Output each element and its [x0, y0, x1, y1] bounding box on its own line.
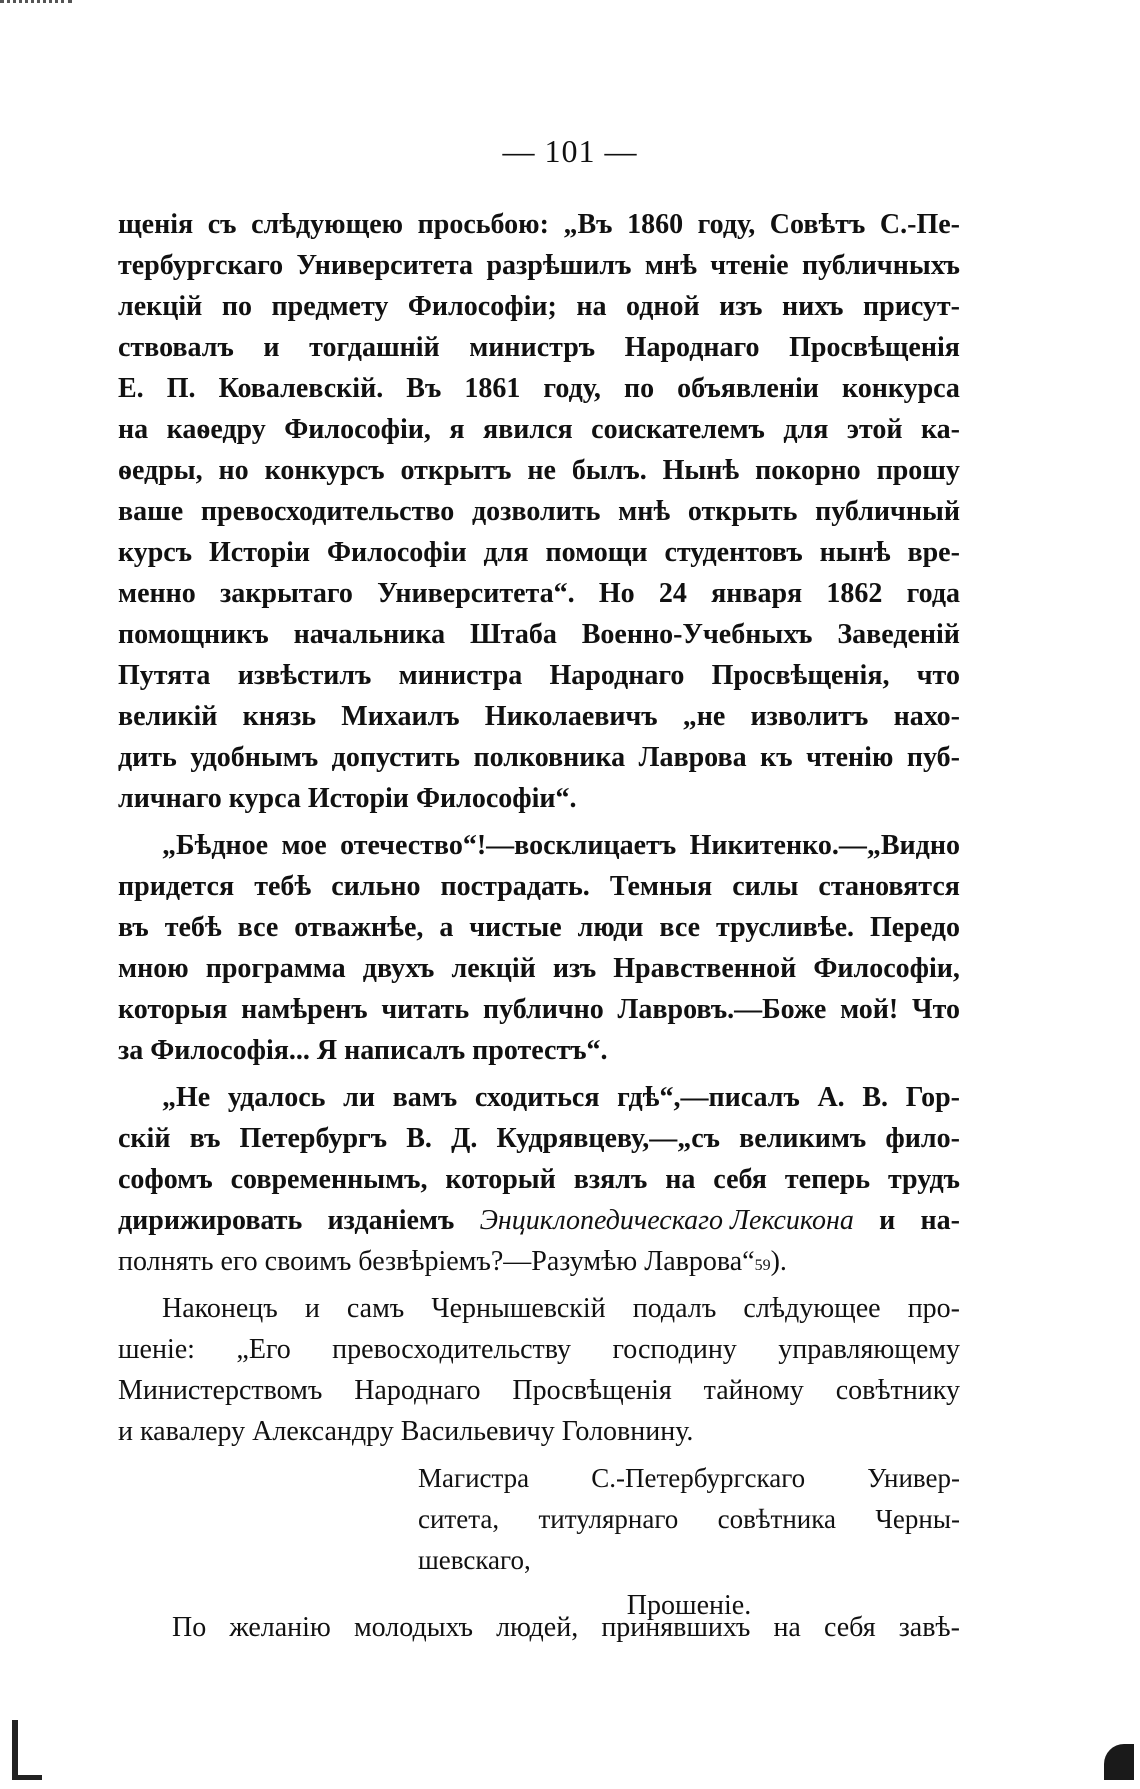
text-line: скій въ Петербургъ В. Д. Кудрявцеву,—„съ великимъ фило-	[118, 1123, 960, 1154]
scan-margin-mark-top	[0, 0, 72, 9]
text-line: „Бѣдное мое отечество“!—восклицаетъ Никитенко.—„Видно	[162, 830, 960, 861]
text-line: великій князь Михаилъ Николаевичъ „не изволитъ нахо-	[118, 701, 960, 732]
text-line: мною программа двухъ лекцій изъ Нравственной Философіи,	[118, 953, 960, 984]
signature-line: шевскаго,	[418, 1545, 531, 1575]
text-line: Путята извѣстилъ министра Народнаго Просвѣщенія, что	[118, 660, 960, 691]
page-number: — 101 —	[502, 133, 638, 169]
text-line: помощникъ начальника Штаба Военно-Учебныхъ Заведеній	[118, 619, 960, 650]
scan-margin-mark-bottom-right	[1104, 1744, 1134, 1780]
text-line: Министерствомъ Народнаго Просвѣщенія тайному совѣтнику	[118, 1375, 960, 1406]
footnote-ref: 59	[754, 1257, 771, 1274]
text-line: менно закрытаго Университета“. Но 24 января 1862 года	[118, 578, 960, 609]
text-line: дирижировать изданіемъ Энциклопедическаго Лексикона и на-	[118, 1200, 960, 1241]
italic-title: Энциклопедическаго Лексикона	[479, 1205, 854, 1236]
text-line: личнаго курса Исторіи Философіи“.	[118, 783, 577, 814]
text-line: шеніе: „Его превосходительству господину управляющему	[118, 1334, 960, 1365]
text-line: на каѳедру Философіи, я явился соискателемъ для этой ка-	[118, 414, 960, 445]
text-line: софомъ современнымъ, который взялъ на себя теперь трудъ	[118, 1164, 960, 1195]
final-line: По желанію молодыхъ людей, принявшихъ на себя завѣ-	[172, 1612, 960, 1643]
text-line: ствовалъ и тогдашній министръ Народнаго Просвѣщенія	[118, 332, 960, 363]
body-text	[118, 204, 960, 1452]
text-line: за Философія... Я написалъ протестъ“.	[118, 1035, 608, 1066]
scan-margin-mark-bottom-left	[12, 1720, 18, 1780]
text-line: ваше превосходительство дозволить мнѣ открыть публичный	[118, 496, 960, 527]
text-line: Е. П. Ковалевскій. Въ 1861 году, по объявленіи конкурса	[118, 373, 960, 404]
signature-block	[418, 1458, 960, 1626]
text-line: которыя намѣренъ читать публично Лавровъ.—Боже мой! Что	[118, 994, 960, 1025]
text-line: тербургскаго Университета разрѣшилъ мнѣ чтеніе публичныхъ	[118, 250, 960, 281]
signature-line: Магистра С.-Петербургскаго Универ-	[418, 1463, 960, 1493]
text-line: лекцій по предмету Философіи; на одной изъ нихъ присут-	[118, 291, 960, 322]
text-line: курсъ Исторіи Философіи для помощи студентовъ нынѣ вре-	[118, 537, 960, 568]
text-line: полнять его своимъ безвѣріемъ?—Разумѣю Лаврова“ 59 ).	[118, 1241, 960, 1282]
text-line: щенія съ слѣдующею просьбою: „Въ 1860 году, Совѣтъ С.-Пе-	[118, 209, 960, 240]
text-line: придется тебѣ сильно пострадать. Темныя силы становятся	[118, 871, 960, 902]
petition-title: Прошеніе.	[626, 1590, 752, 1621]
text-line: дить удобнымъ допустить полковника Лаврова къ чтенію пуб-	[118, 742, 960, 773]
text-line: въ тебѣ все отважнѣе, а чистые люди все трусливѣе. Передо	[118, 912, 960, 943]
text-line: ѳедры, но конкурсъ открытъ не былъ. Нынѣ покорно прошу	[118, 455, 960, 486]
text-line: „Не удалось ли вамъ сходиться гдѣ“,—писалъ А. В. Гор-	[162, 1082, 960, 1113]
signature-line: ситета, титулярнаго совѣтника Черны-	[418, 1504, 960, 1534]
text-line: Наконецъ и самъ Чернышевскій подалъ слѣдующее про-	[162, 1293, 960, 1324]
text-line: и кавалеру Александру Васильевичу Головнину.	[118, 1416, 694, 1447]
